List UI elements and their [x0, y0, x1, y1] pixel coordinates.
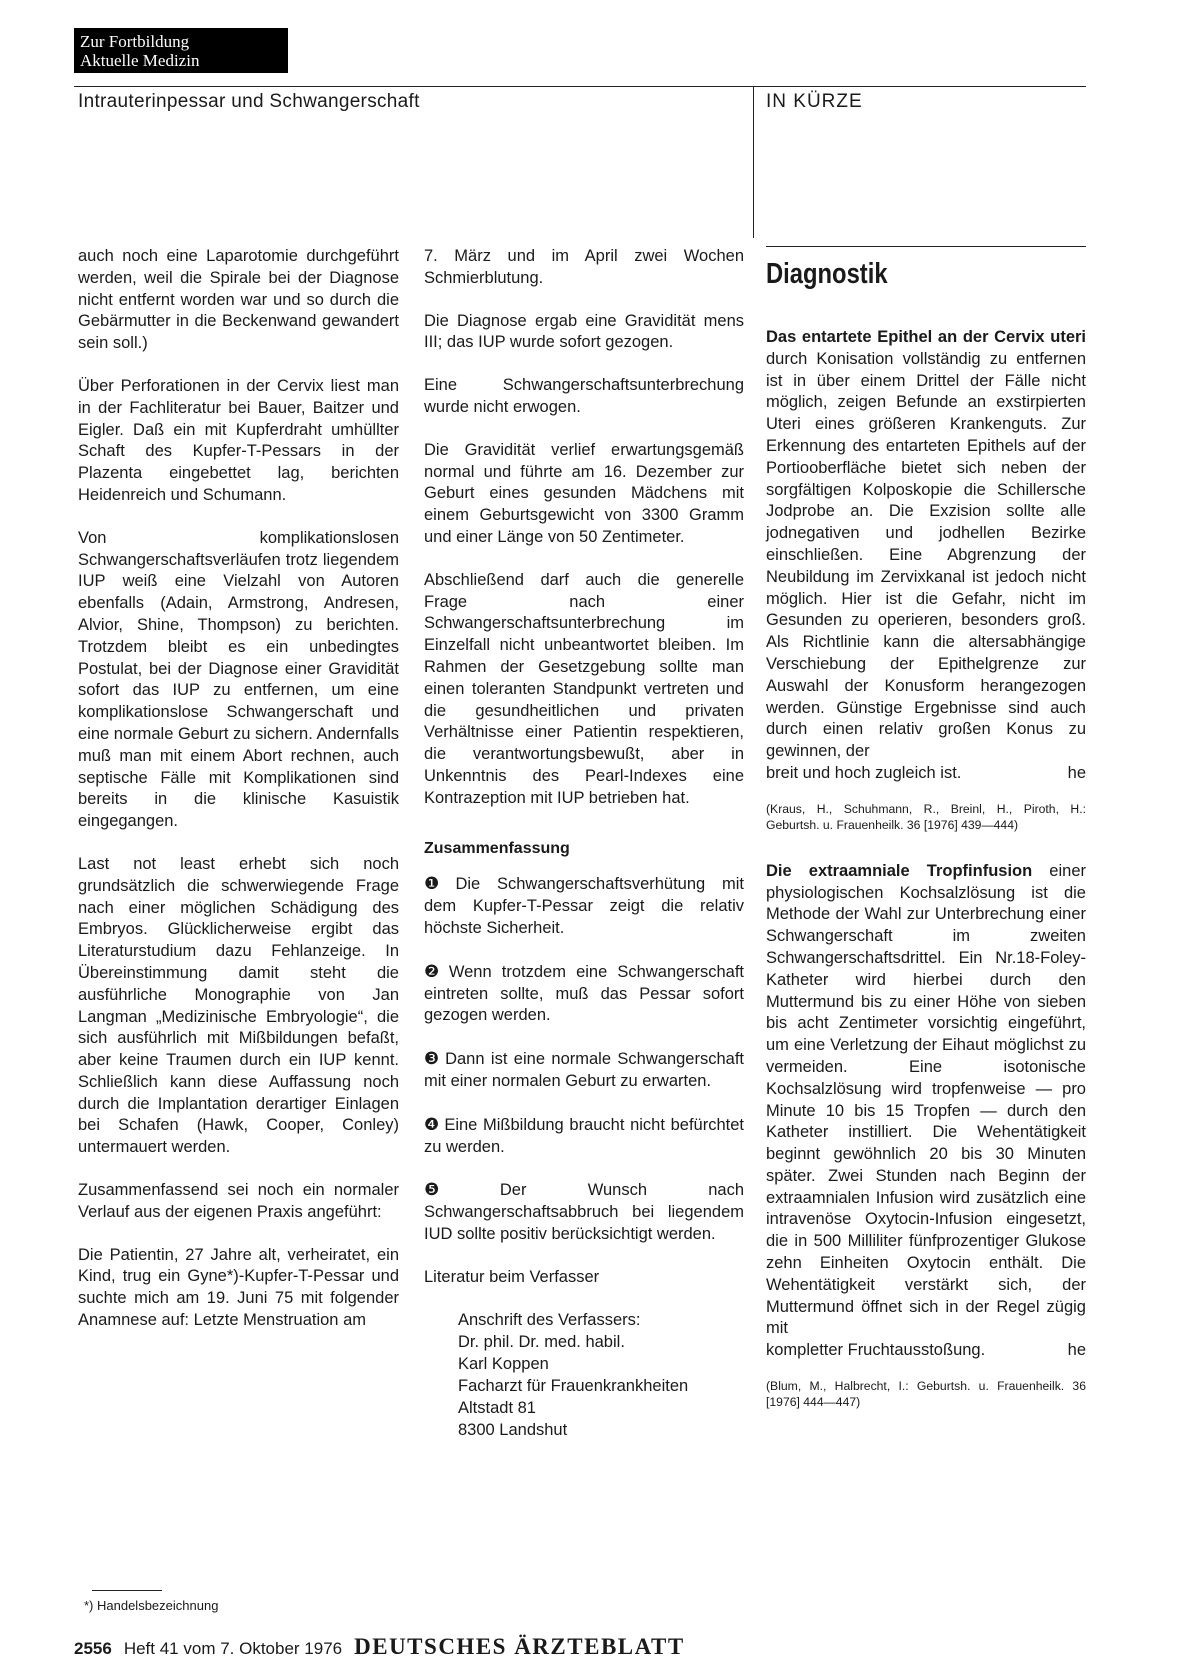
- page-number: 2556: [74, 1639, 112, 1658]
- paragraph: Die Gravidität verlief erwartungsgemäß normal und führte am 16. Dezember zur Geburt eines gesunden Mädchens mit einem Geburtsgewicht von 3300 Gramm und einer Länge von 50 Zentimeter.: [424, 440, 744, 546]
- number-icon: ❷: [424, 961, 445, 981]
- summary-item-text: Die Schwangerschaftsverhütung mit dem Kupfer-T-Pessar zeigt die relativ höchste Sicherheit.: [424, 875, 744, 937]
- short-note-lead: Die extraamniale Tropfinfusion: [766, 861, 1033, 880]
- summary-item-text: Der Wunsch nach Schwangerschaftsabbruch bei liegendem IUD sollte positiv berücksichtigt werden.: [424, 1181, 745, 1243]
- author-signature: he: [1067, 763, 1086, 782]
- issue-info: Heft 41 vom 7. Oktober 1976: [123, 1639, 343, 1658]
- paragraph: Last not least erhebt sich noch grundsätzlich die schwerwiegende Frage nach einer möglichen Schädigung des Embryos. Glücklicherweise ergibt das Literaturstudium dazu Fehlanzeige. In Übereinstimmung damit steht die ausführliche Monographie von Jan Langman „Medizinische Embryologie“, die sich ausführlich mit Mißbildungen befaßt, aber keine Traumen durch ein IUP kennt. Schließlich kann diese Auffassung noch durch die Implantation derartiger Einlagen bei Schafen (Hawk, Cooper, Conley) untermauert werden.: [78, 854, 399, 1157]
- summary-heading: Zusammenfassung: [424, 839, 570, 857]
- paragraph: Die Patientin, 27 Jahre alt, verheiratet, ein Kind, trug ein Gyne*)-Kupfer-T-Pessar und suchte mich am 19. Juni 75 mit folgender Anamnese auf: Letzte Menstruation am: [78, 1245, 399, 1330]
- sidebar-title: IN KÜRZE: [766, 91, 863, 112]
- summary-item-text: Dann ist eine normale Schwangerschaft mit einer normalen Geburt zu erwarten.: [424, 1050, 744, 1090]
- short-note-lead: Das entartete Epithel an der Cervix uteri: [766, 328, 1086, 346]
- summary-item-text: Eine Mißbildung braucht nicht befürchtet zu werden.: [424, 1115, 744, 1156]
- footnote: *) Handelsbezeichnung: [84, 1598, 219, 1613]
- rubric-rule: [766, 246, 1086, 247]
- footnote-rule: [92, 1590, 162, 1591]
- address-line: Altstadt 81: [458, 1399, 536, 1418]
- section-label-line2: Aktuelle Medizin: [80, 51, 200, 70]
- paragraph: 7. März und im April zwei Wochen Schmierblutung.: [424, 247, 744, 287]
- paragraph: Zusammenfassend sei noch ein normaler Verlauf aus der eigenen Praxis angeführt:: [78, 1181, 399, 1221]
- paragraph: Die Diagnose ergab eine Gravidität mens III; das IUP wurde sofort gezogen.: [424, 311, 744, 352]
- section-label-line1: Zur Fortbildung: [80, 32, 190, 51]
- article-title: Intrauterinpessar und Schwangerschaft: [78, 91, 420, 112]
- paragraph: Abschließend darf auch die generelle Frage nach einer Schwangerschaftsunterbrechung im Einzelfall nicht unbeantwortet bleiben. Im Rahmen der Gesetzgebung sollte man einen toleranten Standpunkt vertreten und die gesundheitlichen und privaten Verhältnisse einer Patientin respektieren, die verantwortungsbewußt, aber in Unkenntnis des Pearl-Indexes eine Kontrazeption mit IUP betrieben hat.: [424, 570, 744, 807]
- summary-item: [424, 873, 744, 939]
- number-icon: ❺: [424, 1180, 496, 1200]
- address-line: Karl Koppen: [458, 1355, 549, 1374]
- number-icon: ❹: [424, 1114, 441, 1134]
- address-line: Dr. phil. Dr. med. habil.: [458, 1333, 625, 1352]
- column-1: [78, 246, 399, 1353]
- number-icon: ❸: [424, 1049, 442, 1069]
- header-divider: [753, 86, 754, 238]
- paragraph: Von komplikationslosen Schwangerschaftsverläufen trotz liegendem IUP weiß eine Vielzahl von Autoren ebenfalls (Adain, Armstrong, Andresen, Alvior, Shine, Thompson) zu berichten. Trotzdem bleibt es ein unbedingtes Postulat, bei der Diagnose einer Gravidität sofort das IUP zu entfernen, um eine komplikationslose Schwangerschaft und eine normale Geburt zu sichern. Andernfalls muß man mit einem Abort rechnen, auch septische Fälle mit Komplikationen sind bereits in die klinische Kasuistik eingegangen.: [78, 528, 400, 831]
- column-2: [424, 246, 744, 1441]
- summary-item: [424, 1114, 744, 1159]
- header-rule: [74, 86, 1086, 87]
- short-note: [766, 327, 1086, 785]
- column-3: [766, 246, 1086, 1438]
- paragraph: Über Perforationen in der Cervix liest man in der Fachliteratur bei Bauer, Baitzer und Eigler. Daß ein mit Kupferdraht umhüllter Schaft des Kupfer-T-Pessars in der Plazenta eingebettet lag, berichten Heidenreich und Schumann.: [78, 376, 399, 504]
- short-note-text: durch Konisation vollständig zu entfernen ist in über einem Drittel der Fälle nicht möglich, zeigen Befunde an exstirpierten Uteri eines größeren Krankenguts. Zur Erkennung des entarteten Epithels auf der Portiooberfläche bietet sich neben der sorgfältigen Kolposkopie die Schillersche Jodprobe an. Die Exzision sollte alle jodnegativen und jodhellen Bezirke einschließen. Eine Abgrenzung der Neubildung im Zervixkanal ist jedoch nicht möglich. Hier ist die Gefahr, nicht im Gesunden zu operieren, besonders groß. Als Richtlinie kann die altersabhängige Verschiebung der Epithelgrenze zur Auswahl der Konusform herangezogen werden. Günstige Ergebnisse sind auch durch einen relativ großen Konus zu gewinnen, der: [766, 349, 1086, 761]
- reference: (Kraus, H., Schuhmann, R., Breinl, H., Piroth, H.: Geburtsh. u. Frauenheilk. 36 [1976] 439—444): [766, 801, 1086, 832]
- short-note-last-line: kompletter Fruchtausstoßung.: [766, 1341, 986, 1360]
- page-footer: [74, 1634, 685, 1660]
- short-note-end: [766, 1340, 1086, 1362]
- author-signature: he: [1067, 1341, 1086, 1360]
- summary-item: [424, 961, 744, 1027]
- journal-name: DEUTSCHES ÄRZTEBLATT: [354, 1634, 685, 1659]
- short-note-end: [766, 763, 1086, 785]
- paragraph: Eine Schwangerschaftsunterbrechung wurde nicht erwogen.: [424, 376, 744, 416]
- address-line: 8300 Landshut: [458, 1421, 568, 1440]
- rubric-heading: Diagnostik: [766, 258, 888, 290]
- paragraph: auch noch eine Laparotomie durchgeführt werden, weil die Spirale bei der Diagnose nicht entfernt worden war und so durch die Gebärmutter in die Beckenwand gewandert sein soll.): [78, 247, 399, 353]
- section-badge: [74, 28, 288, 73]
- address-line: Facharzt für Frauenkrankheiten: [458, 1377, 689, 1396]
- short-note: [766, 861, 1086, 1362]
- short-note-last-line: breit und hoch zugleich ist.: [766, 763, 962, 782]
- summary-item: [424, 1048, 744, 1093]
- number-icon: ❶: [424, 874, 452, 894]
- reference: (Blum, M., Halbrecht, I.: Geburtsh. u. Frauenheilk. 36 [1976] 444—447): [766, 1379, 1086, 1410]
- short-note-text: einer physiologischen Kochsalzlösung ist die Methode der Wahl zur Unterbrechung einer Schwangerschaft im zweiten Schwangerschaftsdrittel. Ein Nr.18-Foley-Katheter wird hierbei durch den Muttermund bis zu einer Höhe von sieben bis acht Zentimeter vorsichtig eingeführt, um eine Verletzung der Eihaut möglichst zu vermeiden. Eine isotonische Kochsalzlösung wird tropfenweise — pro Minute 10 bis 15 Tropfen — durch den Katheter instilliert. Die Wehentätigkeit beginnt gewöhnlich 20 bis 30 Minuten später. Zwei Stunden nach Beginn der extraamnialen Infusion wird zusätzlich eine intravenöse Oxytocin-Infusion eingesetzt, die in 500 Milliliter fünfprozentiger Glukose zehn Einheiten Oxytocin enthält. Die Wehentätigkeit verstärkt sich, der Muttermund öffnet sich in der Regel zügig mit: [766, 861, 1086, 1338]
- summary-item: [424, 1179, 744, 1245]
- literature-note: Literatur beim Verfasser: [424, 1267, 600, 1286]
- summary-item-text: Wenn trotzdem eine Schwangerschaft eintreten sollte, muß das Pessar sofort gezogen werden.: [424, 962, 744, 1025]
- author-address: [458, 1309, 744, 1441]
- address-line: Anschrift des Verfassers:: [458, 1311, 641, 1330]
